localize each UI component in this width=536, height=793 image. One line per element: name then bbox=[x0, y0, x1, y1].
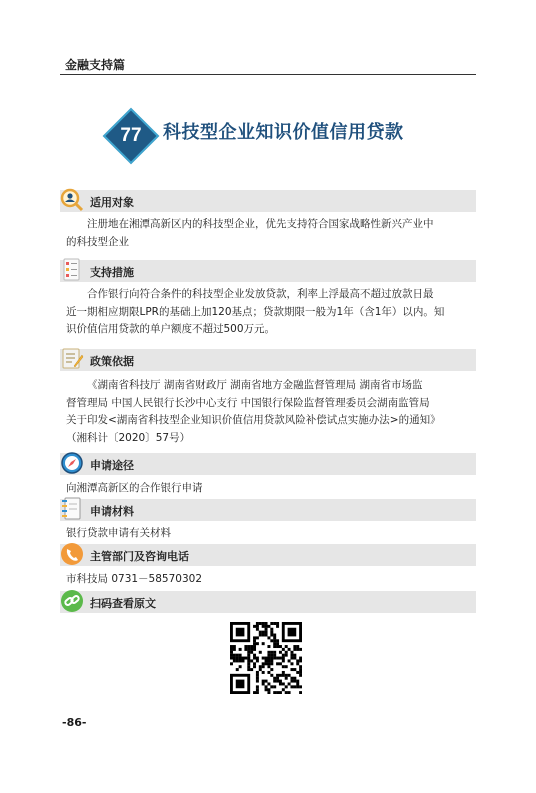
title-number: 77 bbox=[120, 125, 142, 146]
link-icon bbox=[60, 588, 84, 614]
page-title: 科技型企业知识价值信用贷款 bbox=[163, 122, 404, 143]
section-label: 政策依据 bbox=[90, 355, 134, 368]
section-bar-apply bbox=[60, 453, 476, 475]
header-label: 金融支持篇 bbox=[65, 58, 126, 72]
phone-icon bbox=[60, 541, 84, 567]
text-line: 银行贷款申请有关材料 bbox=[66, 527, 171, 539]
section-bar-measures bbox=[60, 260, 476, 282]
checklist-icon bbox=[60, 257, 84, 283]
section-bar-contact bbox=[60, 544, 476, 566]
section-content-contact bbox=[66, 571, 476, 589]
text-line: 识价值信用贷款的单户额度不超过500万元。 bbox=[66, 323, 276, 335]
section-bar-policy bbox=[60, 349, 476, 371]
qr-code[interactable] bbox=[230, 622, 302, 694]
text-line: 《湖南省科技厅 湖南省财政厅 湖南省地方金融监督管理局 湖南省市场监 bbox=[87, 379, 423, 391]
document-pen-icon bbox=[60, 346, 84, 372]
section-bar-applicable bbox=[60, 190, 476, 212]
section-content-policy bbox=[66, 377, 476, 447]
section-label: 扫码查看原文 bbox=[90, 597, 156, 610]
magnifier-person-icon bbox=[60, 187, 84, 213]
notebook-icon bbox=[60, 496, 84, 522]
text-line: 的科技型企业 bbox=[66, 235, 129, 248]
section-label: 主管部门及咨询电话 bbox=[90, 550, 189, 563]
section-label: 申请材料 bbox=[90, 505, 134, 518]
section-bar-scan bbox=[60, 591, 476, 613]
compass-icon bbox=[60, 450, 84, 476]
section-label: 适用对象 bbox=[90, 196, 134, 209]
text-line: 合作银行向符合条件的科技型企业发放贷款，利率上浮最高不超过放款日最 bbox=[87, 288, 434, 300]
text-line: 近一期相应期限LPR的基础上加120基点；贷款期限一般为1年（含1年）以内。知 bbox=[66, 305, 445, 318]
section-label: 申请途径 bbox=[90, 459, 134, 472]
text-line: （湘科计〔2020〕57号） bbox=[66, 431, 191, 444]
text-line: 注册地在湘潭高新区内的科技型企业，优先支持符合国家战略性新兴产业中 bbox=[87, 218, 434, 230]
section-content-measures bbox=[66, 286, 476, 339]
section-bar-materials bbox=[60, 499, 476, 521]
page-number: -86- bbox=[62, 716, 87, 729]
header-rule bbox=[60, 74, 476, 75]
section-content-apply bbox=[66, 480, 476, 498]
text-line: 市科技局 0731－58570302 bbox=[66, 573, 203, 585]
text-line: 督管理局 中国人民银行长沙中心支行 中国银行保险监督管理委员会湖南监管局 bbox=[66, 396, 430, 409]
text-line: 关于印发<湖南省科技型企业知识价值信用贷款风险补偿试点实施办法>的通知》 bbox=[66, 414, 441, 426]
text-line: 向湘潭高新区的合作银行申请 bbox=[66, 482, 203, 494]
title-badge bbox=[103, 108, 159, 164]
section-label: 支持措施 bbox=[90, 266, 134, 279]
section-content-materials bbox=[66, 525, 476, 543]
section-content-applicable bbox=[66, 216, 476, 251]
